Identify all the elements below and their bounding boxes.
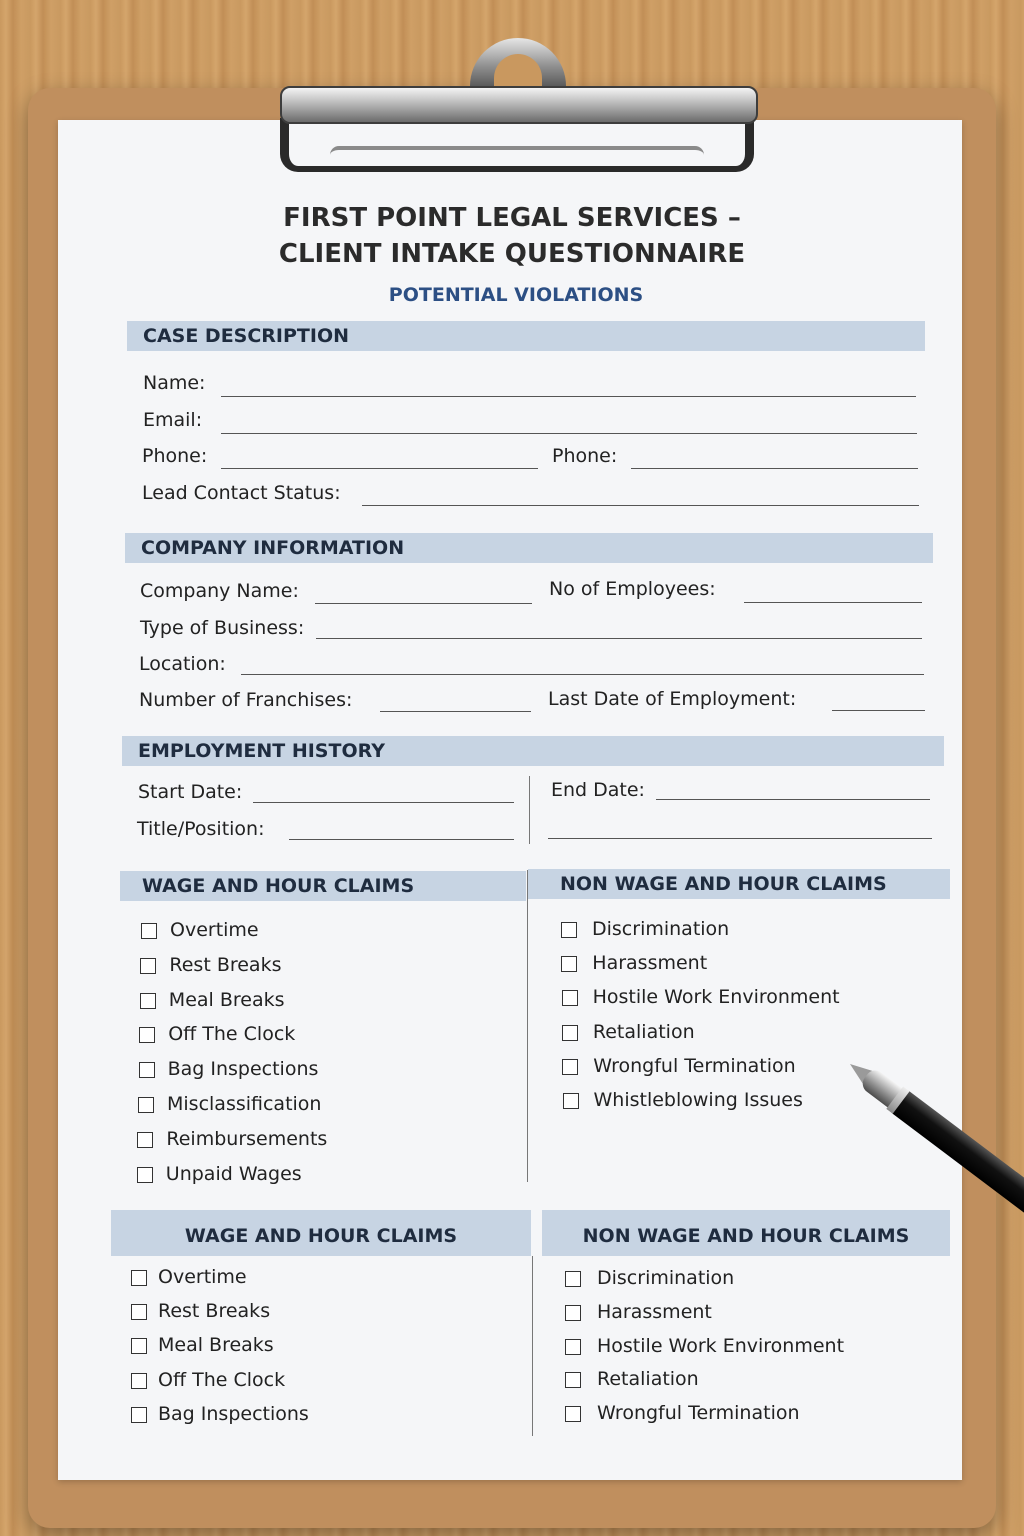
checkbox-retaliation[interactable] [565, 1372, 581, 1388]
checkbox-label: Rest Breaks [158, 1300, 271, 1323]
wage-claims-heading-2: WAGE AND HOUR CLAIMS [111, 1210, 531, 1256]
checkbox-label: Discrimination [592, 918, 730, 940]
email-label: Email: [143, 409, 203, 431]
checkbox-off-the-clock[interactable] [131, 1373, 147, 1389]
email-field[interactable] [221, 433, 917, 434]
checkbox-misclassification[interactable] [138, 1097, 154, 1113]
checkbox-bag-inspections[interactable] [131, 1407, 147, 1423]
location-label: Location: [139, 653, 226, 675]
checkbox-label: Hostile Work Environment [592, 986, 840, 1009]
checkbox-rest-breaks[interactable] [140, 958, 156, 974]
end-date-field[interactable] [656, 799, 930, 800]
business-type-label: Type of Business: [140, 617, 305, 639]
checkbox-bag-inspections[interactable] [139, 1062, 155, 1078]
company-name-label: Company Name: [140, 580, 299, 602]
phone2-label: Phone: [552, 445, 618, 467]
checkbox-harassment[interactable] [561, 956, 577, 972]
last-date-label: Last Date of Employment: [548, 688, 797, 710]
non-wage-claims-heading: NON WAGE AND HOUR CLAIMS [528, 869, 950, 899]
last-date-field[interactable] [832, 710, 925, 711]
checkbox-label: Harassment [597, 1300, 712, 1323]
checkbox-reimbursements[interactable] [137, 1132, 153, 1148]
checkbox-label: Retaliation [592, 1020, 695, 1043]
franchises-label: Number of Franchises: [139, 689, 353, 711]
form-title-line2: CLIENT INTAKE QUESTIONNAIRE [278, 239, 746, 269]
checkbox-meal-breaks[interactable] [131, 1338, 147, 1354]
non-wage-claims-heading-2: NON WAGE AND HOUR CLAIMS [542, 1210, 950, 1256]
company-name-field[interactable] [315, 603, 532, 604]
end-date-label: End Date: [551, 779, 645, 801]
checkbox-label: Reimbursements [166, 1127, 328, 1150]
checkbox-whistleblowing-issues[interactable] [563, 1093, 579, 1109]
start-date-label: Start Date: [138, 781, 243, 803]
checkbox-discrimination[interactable] [561, 922, 577, 938]
checkbox-wrongful-termination[interactable] [562, 1059, 578, 1075]
start-date-field[interactable] [253, 802, 514, 803]
form-subtitle: POTENTIAL VIOLATIONS [388, 284, 644, 306]
checkbox-label: Unpaid Wages [165, 1162, 302, 1185]
location-field[interactable] [241, 674, 924, 675]
phone-label: Phone: [142, 445, 208, 467]
checkbox-discrimination[interactable] [565, 1271, 581, 1287]
clip-hanger [470, 38, 566, 86]
checkbox-off-the-clock[interactable] [139, 1027, 155, 1043]
case-description-heading: CASE DESCRIPTION [127, 321, 925, 351]
employment-history-heading: EMPLOYMENT HISTORY [122, 736, 944, 766]
checkbox-harassment[interactable] [565, 1305, 581, 1321]
checkbox-label: Misclassification [167, 1093, 322, 1115]
checkbox-label: Wrongful Termination [593, 1054, 796, 1077]
checkbox-label: Meal Breaks [168, 988, 285, 1011]
phone-field[interactable] [221, 468, 538, 469]
clip-wire [330, 146, 704, 164]
checkbox-label: Meal Breaks [158, 1334, 274, 1357]
checkbox-label: Wrongful Termination [597, 1402, 800, 1425]
checkbox-overtime[interactable] [131, 1270, 147, 1286]
franchises-field[interactable] [380, 711, 531, 712]
end-date-extra-field[interactable] [548, 838, 932, 839]
checkbox-hostile-work-environment[interactable] [565, 1339, 581, 1355]
employment-divider [529, 776, 530, 844]
checkbox-label: Harassment [592, 952, 708, 975]
checkbox-rest-breaks[interactable] [131, 1304, 147, 1320]
business-type-field[interactable] [316, 638, 922, 639]
checkbox-label: Bag Inspections [158, 1402, 309, 1425]
company-information-heading: COMPANY INFORMATION [125, 533, 933, 563]
claims-divider-2 [532, 1256, 533, 1436]
checkbox-label: Rest Breaks [169, 953, 282, 976]
checkbox-label: Hostile Work Environment [597, 1334, 845, 1357]
checkbox-label: Whistleblowing Issues [593, 1089, 803, 1111]
wage-claims-heading: WAGE AND HOUR CLAIMS [120, 871, 526, 901]
checkbox-label: Overtime [158, 1266, 247, 1288]
checkbox-unpaid-wages[interactable] [137, 1167, 153, 1183]
employees-label: No of Employees: [549, 578, 716, 600]
checkbox-hostile-work-environment[interactable] [562, 990, 578, 1006]
checkbox-retaliation[interactable] [562, 1025, 578, 1041]
checkbox-label: Discrimination [597, 1267, 735, 1289]
name-label: Name: [143, 372, 206, 394]
name-field[interactable] [221, 396, 916, 397]
checkbox-label: Off The Clock [158, 1368, 286, 1391]
checkbox-wrongful-termination[interactable] [565, 1406, 581, 1422]
checkbox-label: Bag Inspections [167, 1058, 319, 1081]
employees-field[interactable] [744, 602, 922, 603]
checkbox-label: Off The Clock [168, 1023, 296, 1046]
form-title-line1: FIRST POINT LEGAL SERVICES – [283, 203, 741, 233]
checkbox-label: Overtime [170, 919, 259, 941]
checkbox-label: Retaliation [597, 1368, 699, 1391]
phone2-field[interactable] [631, 468, 918, 469]
lead-status-label: Lead Contact Status: [142, 482, 341, 504]
title-position-field[interactable] [289, 839, 514, 840]
checkbox-meal-breaks[interactable] [140, 993, 156, 1009]
title-position-label: Title/Position: [137, 818, 265, 840]
claims-divider [527, 870, 528, 1182]
clip-bar [280, 86, 758, 124]
checkbox-overtime[interactable] [141, 923, 157, 939]
lead-status-field[interactable] [362, 505, 919, 506]
